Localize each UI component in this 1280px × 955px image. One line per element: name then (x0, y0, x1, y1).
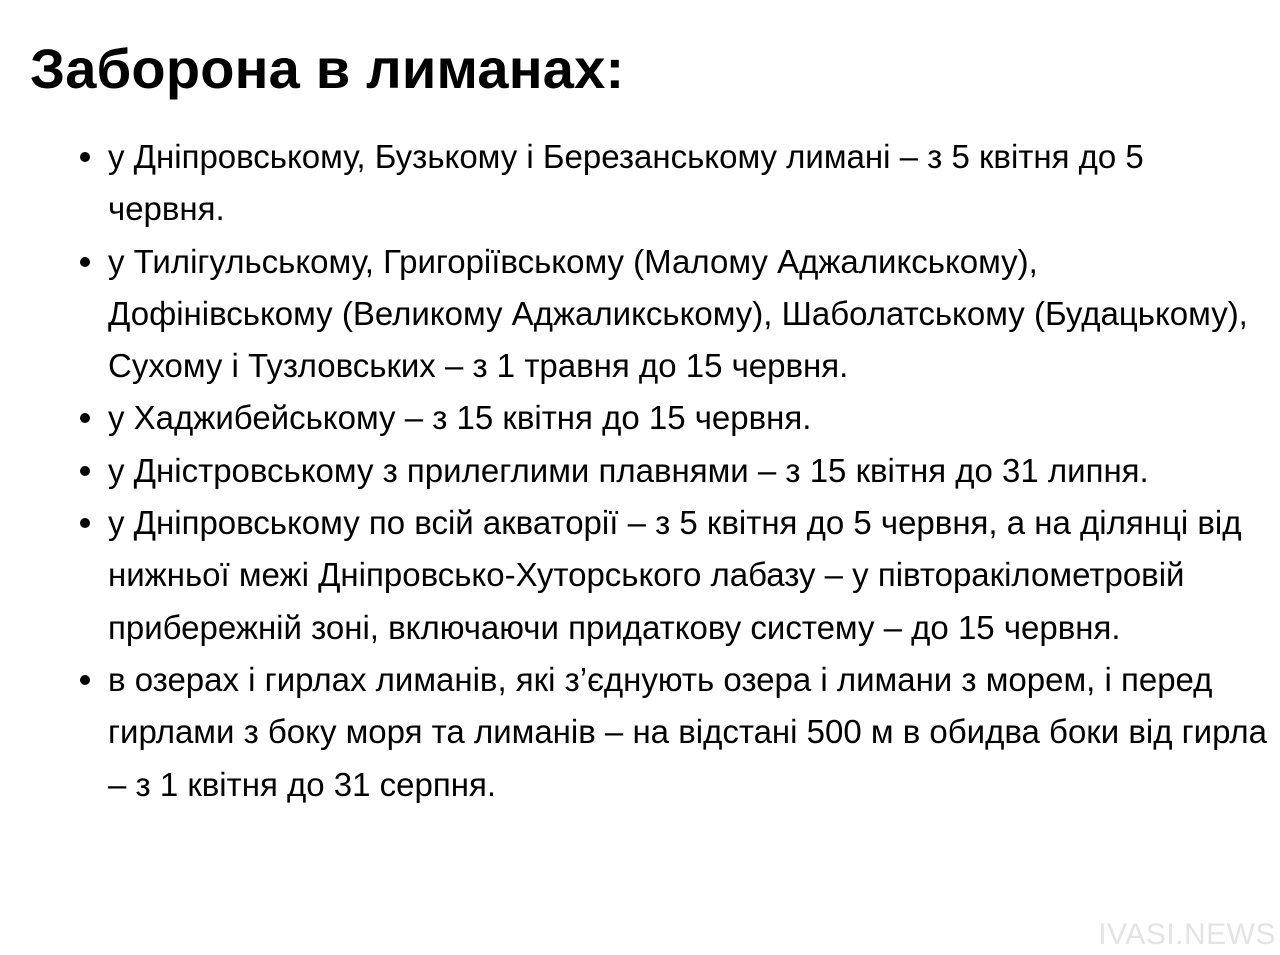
list-item (108, 131, 1268, 236)
bullet-icon (80, 152, 90, 162)
list-item-text: у Хаджибейському – з 15 квітня до 15 червня. (108, 399, 812, 437)
list-item (108, 392, 1268, 444)
ban-list (108, 131, 1268, 811)
bullet-icon (80, 518, 90, 528)
bullet-icon (80, 675, 90, 685)
list-item-text: у Дніпровському, Бузькому і Березанському лимані – з 5 квітня до 5 червня. (108, 138, 1144, 228)
list-item-text: у Дністровському з прилеглими плавнями – з 15 квітня до 31 липня. (108, 451, 1149, 489)
list-item (108, 236, 1268, 393)
bullet-icon (80, 466, 90, 476)
bullet-icon (80, 257, 90, 267)
page-title: Заборона в лиманах: (30, 37, 625, 100)
list-item (108, 497, 1268, 654)
list-item-text: у Тилігульському, Григоріївському (Малому Аджаликському), Дофінівському (Великому Аджаликському), Шаболатському (Будацькому), Сухому і Тузловських – з 1 травня до 15 червня. (108, 242, 1248, 385)
list-item (108, 654, 1268, 811)
list-item (108, 445, 1268, 497)
list-item-text: у Дніпровському по всій акваторії – з 5 квітня до 5 червня, а на ділянці від нижньої межі Дніпровсько-Хуторського лабазу – у півторакілометровій прибережній зоні, включаючи придаткову систему – до 15 червня. (108, 504, 1242, 646)
bullet-icon (80, 413, 90, 423)
watermark: IVASI.NEWS (1098, 918, 1276, 951)
list-item-text: в озерах і гирлах лиманів, які з’єднують озера і лимани з морем, і перед гирлами з боку моря та лиманів – на відстані 500 м в обидва боки від гирла – з 1 квітня до 31 серпня. (108, 660, 1267, 803)
